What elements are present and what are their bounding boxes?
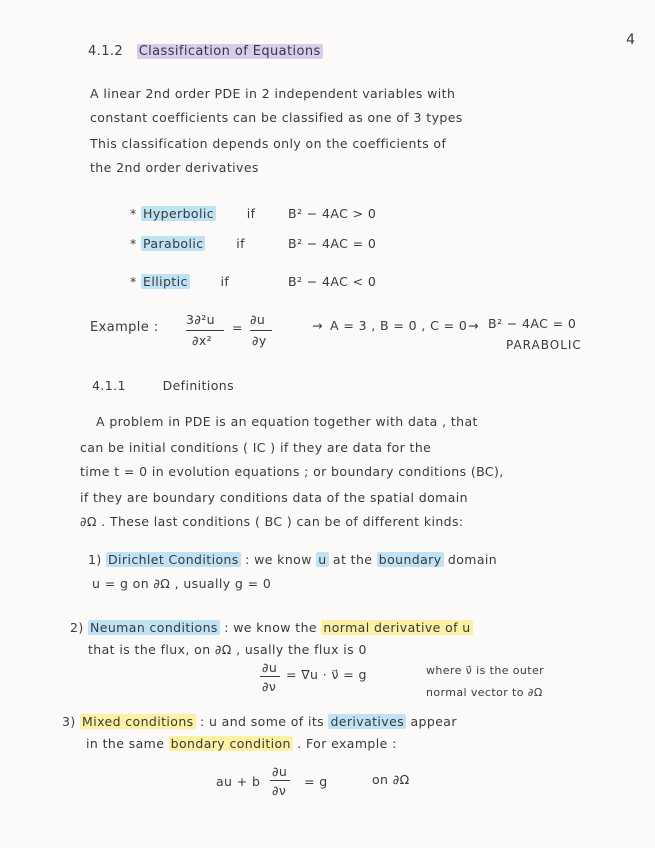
condition-dirichlet: 1) Dirichlet Conditions : we know u at the boundary domain (88, 552, 498, 567)
example-result: B² − 4AC = 0 (488, 316, 577, 331)
mixed-formula-on: on ∂Ω (372, 772, 410, 787)
type-parabolic: * Parabolic if (130, 236, 245, 251)
mixed-formula-rest: = g (304, 774, 328, 789)
neuman-formula-rest: = ∇u · ν⃗ = g (286, 667, 367, 682)
example-equals: = (232, 320, 243, 335)
definitions-line-4: if they are boundary conditions data of the spatial domain (80, 490, 468, 505)
mixed-formula-numerator: ∂u (272, 764, 288, 779)
neuman-formula-denominator: ∂ν (262, 679, 277, 694)
example-arrow-2: → (468, 318, 479, 333)
neuman-note-2: normal vector to ∂Ω (426, 686, 543, 699)
example-classification: PARABOLIC (506, 338, 582, 352)
type-elliptic-condition: B² − 4AC < 0 (288, 274, 377, 289)
definitions-line-3: time t = 0 in evolution equations ; or boundary conditions (BC), (80, 464, 504, 479)
definitions-line-5: ∂Ω . These last conditions ( BC ) can be of different kinds: (80, 514, 464, 529)
definitions-title: Definitions (162, 378, 235, 393)
mixed-formula-prefix: au + b (216, 774, 261, 789)
mixed-formula-bar (270, 780, 290, 781)
example-rhs-numerator: ∂u (250, 312, 266, 327)
type-hyperbolic-condition: B² − 4AC > 0 (288, 206, 377, 221)
condition-name: Neuman conditions (90, 620, 218, 635)
definitions-number: 4.1.1 (92, 378, 126, 393)
type-name: Elliptic (143, 274, 188, 289)
example-rhs-denominator: ∂y (252, 333, 267, 348)
example-rhs-fraction-bar (250, 330, 272, 331)
type-parabolic-condition: B² − 4AC = 0 (288, 236, 377, 251)
page-number: 4 (626, 32, 635, 48)
condition-name: Dirichlet Conditions (108, 552, 239, 567)
definitions-line-2: can be initial conditions ( IC ) if they are data for the (80, 440, 432, 455)
condition-name: Mixed conditions (82, 714, 194, 729)
intro-line-4: the 2nd order derivatives (90, 160, 259, 175)
condition-dirichlet-line-2: u = g on ∂Ω , usually g = 0 (92, 576, 272, 591)
type-elliptic: * Elliptic if (130, 274, 230, 289)
condition-neuman: 2) Neuman conditions : we know the normal derivative of u (70, 620, 471, 635)
example-arrow-1: → (312, 318, 323, 333)
section-number: 4.1.2 (88, 44, 124, 59)
example-lhs-denominator: ∂x² (192, 333, 213, 348)
condition-mixed: 3) Mixed conditions : u and some of its derivatives appear (62, 714, 457, 729)
example-lhs-fraction-bar (186, 330, 224, 331)
neuman-formula-bar (260, 676, 280, 677)
definitions-line-1: A problem in PDE is an equation together with data , that (96, 414, 478, 429)
example-label: Example : (90, 320, 159, 335)
example-lhs-numerator: 3∂²u (186, 312, 215, 327)
section-heading (88, 44, 323, 59)
intro-line-2: constant coefficients can be classified as one of 3 types (90, 110, 463, 125)
condition-mixed-line-2: in the same bondary condition . For example : (86, 736, 397, 751)
type-name: Parabolic (143, 236, 204, 251)
mixed-formula-denominator: ∂ν (272, 783, 287, 798)
type-hyperbolic: * Hyperbolic if (130, 206, 256, 221)
condition-neuman-line-2: that is the flux, on ∂Ω , usally the flux is 0 (88, 642, 367, 657)
intro-line-1: A linear 2nd order PDE in 2 independent variables with (90, 86, 456, 101)
intro-line-3: This classification depends only on the coefficients of (90, 136, 447, 151)
example-values: A = 3 , B = 0 , C = 0 (330, 318, 468, 333)
neuman-note-1: where ν⃗ is the outer (426, 664, 545, 677)
definitions-heading (92, 378, 234, 393)
section-title: Classification of Equations (138, 44, 321, 59)
neuman-formula-numerator: ∂u (262, 660, 278, 675)
type-name: Hyperbolic (143, 206, 214, 221)
